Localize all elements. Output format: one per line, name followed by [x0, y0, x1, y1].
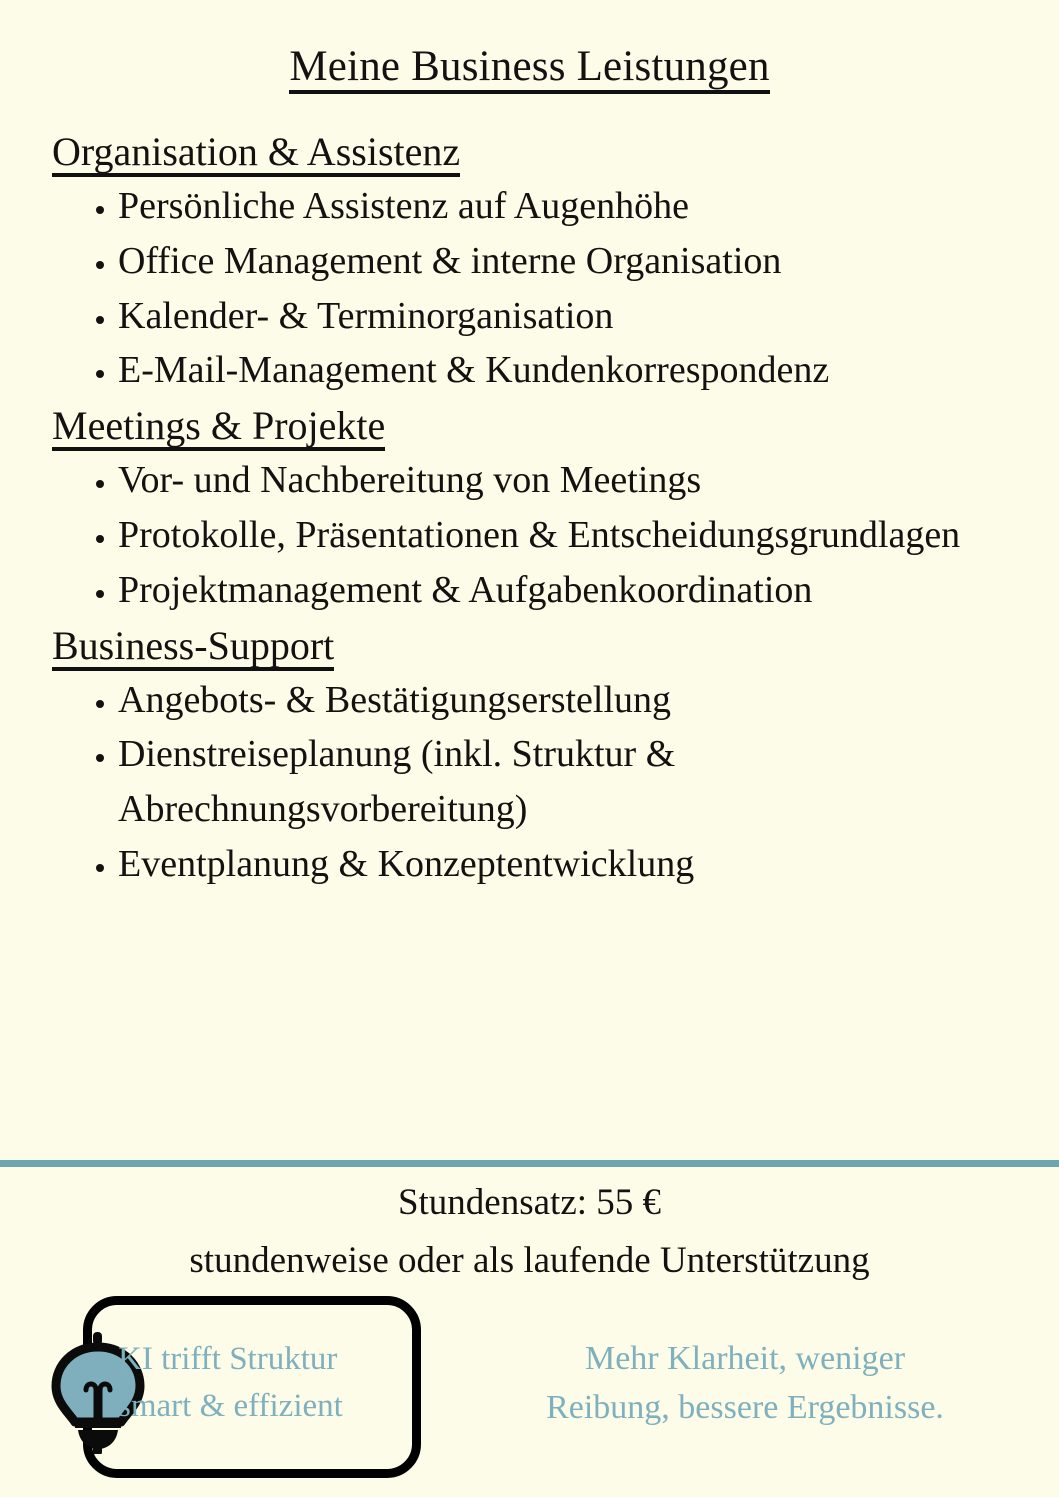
- list-item: Protokolle, Präsentationen & Entscheidungsgrundlagen: [52, 508, 1019, 563]
- section-items: [52, 179, 1019, 398]
- service-section-business-support: [52, 624, 1019, 892]
- list-item: Projektmanagement & Aufgabenkoordination: [52, 563, 1019, 618]
- section-heading-text: Meetings & Projekte: [52, 404, 385, 451]
- section-items: [52, 453, 1019, 617]
- section-heading: [52, 404, 1019, 451]
- section-items: [52, 673, 1019, 892]
- hourly-rate: Stundensatz: 55 €: [397, 1182, 662, 1223]
- footer: [0, 1178, 1059, 1286]
- section-heading: [52, 130, 1019, 177]
- badge-row: [0, 1288, 1059, 1488]
- hourly-rate-note: stundenweise oder als laufende Unterstützung: [189, 1239, 870, 1281]
- tagline-line-2: Reibung, bessere Ergebnisse.: [546, 1389, 944, 1427]
- service-section-organisation: [52, 130, 1019, 398]
- section-heading-text: Business-Support: [52, 624, 334, 671]
- tagline: [455, 1334, 1035, 1433]
- list-item: Eventplanung & Konzeptentwicklung: [52, 837, 1019, 892]
- list-item: Office Management & interne Organisation: [52, 234, 1019, 289]
- badge-slogan-line-1: KI trifft Struktur: [118, 1341, 338, 1377]
- list-item: Dienstreiseplanung (inkl. Struktur & Abrechnungsvorbereitung): [52, 727, 1019, 836]
- list-item: E-Mail-Management & Kundenkorrespondenz: [52, 343, 1019, 398]
- page-title: [0, 0, 1059, 94]
- list-item: Angebots- & Bestätigungserstellung: [52, 673, 1019, 728]
- page-title-text: Meine Business Leistungen: [289, 44, 769, 94]
- list-item: Vor- und Nachbereitung von Meetings: [52, 453, 1019, 508]
- services-list: [0, 130, 1059, 891]
- list-item: Kalender- & Terminorganisation: [52, 289, 1019, 344]
- section-heading: [52, 624, 1019, 671]
- badge-slogan: [118, 1336, 418, 1430]
- tagline-line-1: Mehr Klarheit, weniger: [584, 1340, 906, 1377]
- badge-slogan-line-2: smart & effizient: [118, 1387, 343, 1424]
- section-heading-text: Organisation & Assistenz: [52, 130, 460, 177]
- list-item: Persönliche Assistenz auf Augenhöhe: [52, 179, 1019, 234]
- section-divider: [0, 1160, 1059, 1167]
- service-section-meetings: [52, 404, 1019, 617]
